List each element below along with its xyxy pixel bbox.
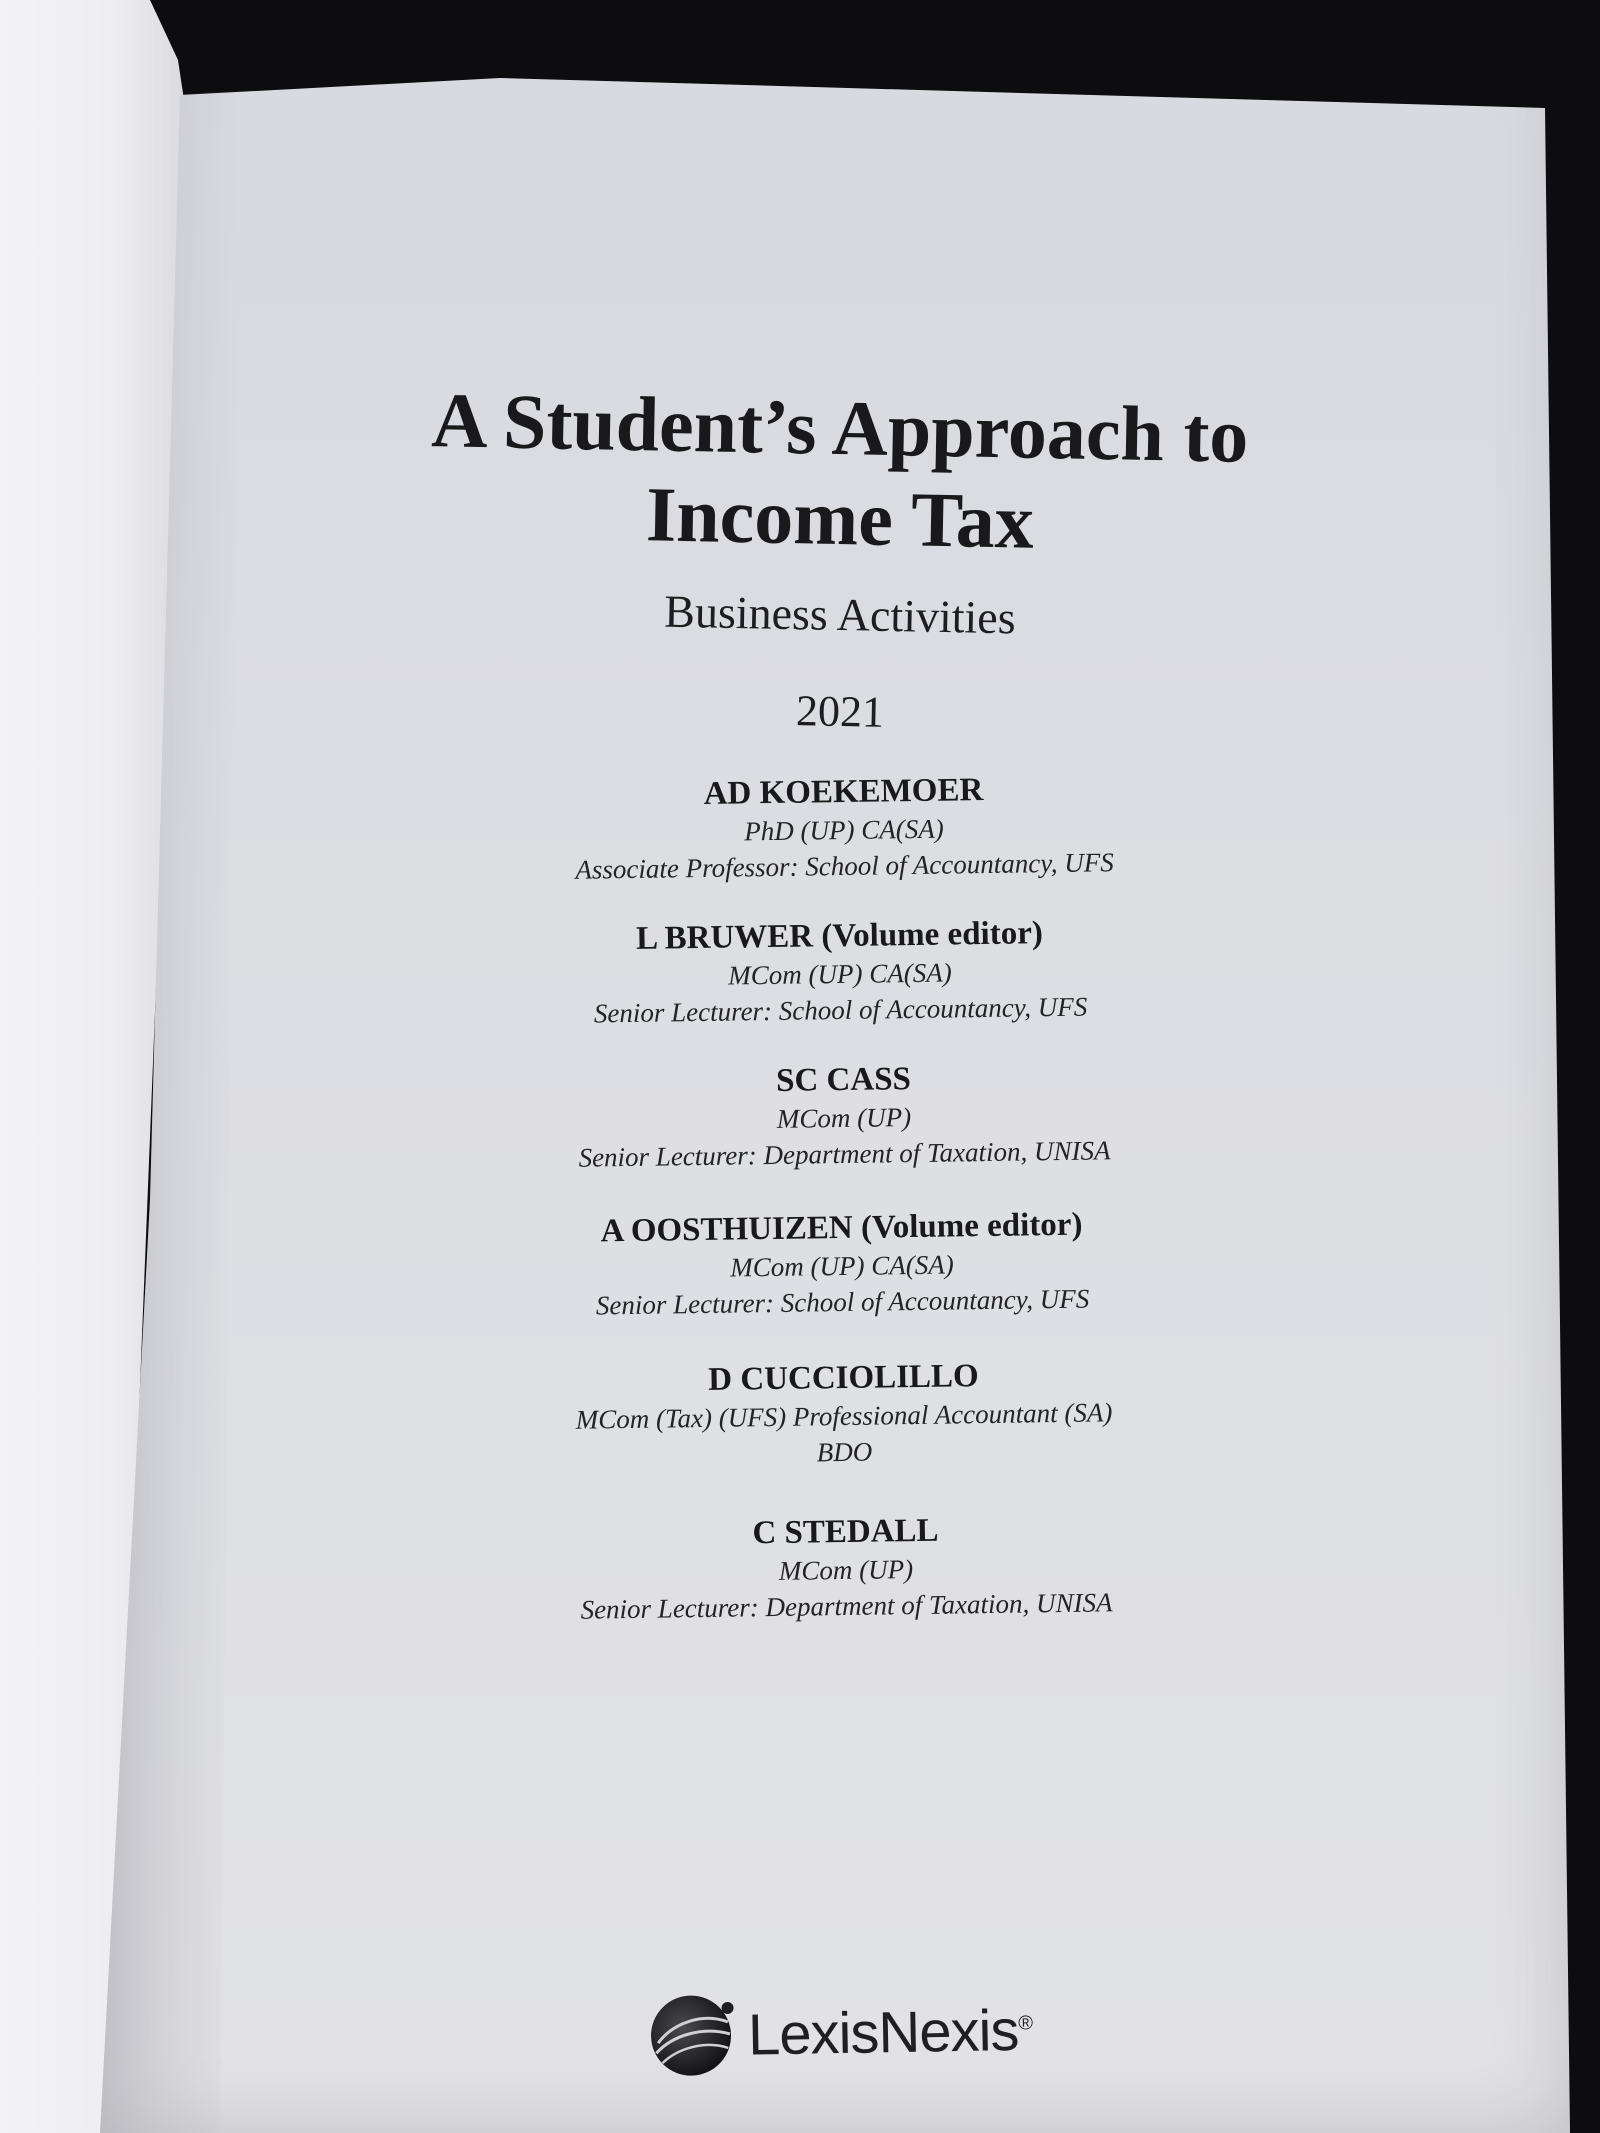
author-position: Senior Lecturer: Department of Taxation, UNISA bbox=[578, 1135, 1111, 1173]
author-qualification: MCom (Tax) (UFS) Professional Accountant (SA) bbox=[575, 1397, 1113, 1435]
registered-mark: ® bbox=[1018, 2011, 1033, 2035]
globe-icon bbox=[647, 1992, 734, 2079]
author-qualification: MCom (UP) CA(SA) bbox=[730, 1249, 954, 1283]
book-subtitle: Business Activities bbox=[663, 585, 1017, 644]
publisher-name bbox=[747, 1996, 1032, 2068]
author-block-2 bbox=[489, 911, 1190, 1033]
author-position: Senior Lecturer: Department of Taxation, UNISA bbox=[580, 1587, 1113, 1625]
publisher-logo bbox=[647, 1987, 1033, 2080]
author-affiliation: BDO bbox=[816, 1436, 873, 1468]
book-title-line-1: A Student’s Approach to bbox=[430, 376, 1250, 479]
author-block-3 bbox=[493, 1055, 1194, 1177]
author-name: C STEDALL bbox=[752, 1512, 939, 1552]
publisher-name-text: LexisNexis bbox=[747, 1997, 1019, 2068]
author-position: Associate Professor: School of Accountancy, UFS bbox=[575, 847, 1114, 885]
author-position: Senior Lecturer: School of Accountancy, UFS bbox=[595, 1283, 1090, 1321]
author-name: AD KOEKEMOER bbox=[703, 772, 984, 812]
book-title-line-2: Income Tax bbox=[645, 470, 1035, 565]
author-name: SC CASS bbox=[775, 1061, 912, 1099]
book-year: 2021 bbox=[795, 686, 885, 737]
author-qualification: MCom (UP) bbox=[776, 1102, 912, 1134]
author-block-1 bbox=[493, 767, 1194, 889]
author-block-4 bbox=[491, 1203, 1192, 1325]
author-qualification: MCom (UP) bbox=[778, 1554, 914, 1586]
author-position: Senior Lecturer: School of Accountancy, UFS bbox=[593, 991, 1088, 1029]
author-name: A OOSTHUIZEN (Volume editor) bbox=[600, 1206, 1083, 1250]
author-name: D CUCCIOLILLO bbox=[708, 1358, 979, 1398]
author-name: L BRUWER (Volume editor) bbox=[635, 915, 1044, 957]
author-qualification: PhD (UP) CA(SA) bbox=[744, 813, 944, 847]
author-qualification: MCom (UP) CA(SA) bbox=[728, 957, 952, 991]
author-block-6 bbox=[495, 1507, 1196, 1629]
author-block-5 bbox=[493, 1353, 1194, 1475]
